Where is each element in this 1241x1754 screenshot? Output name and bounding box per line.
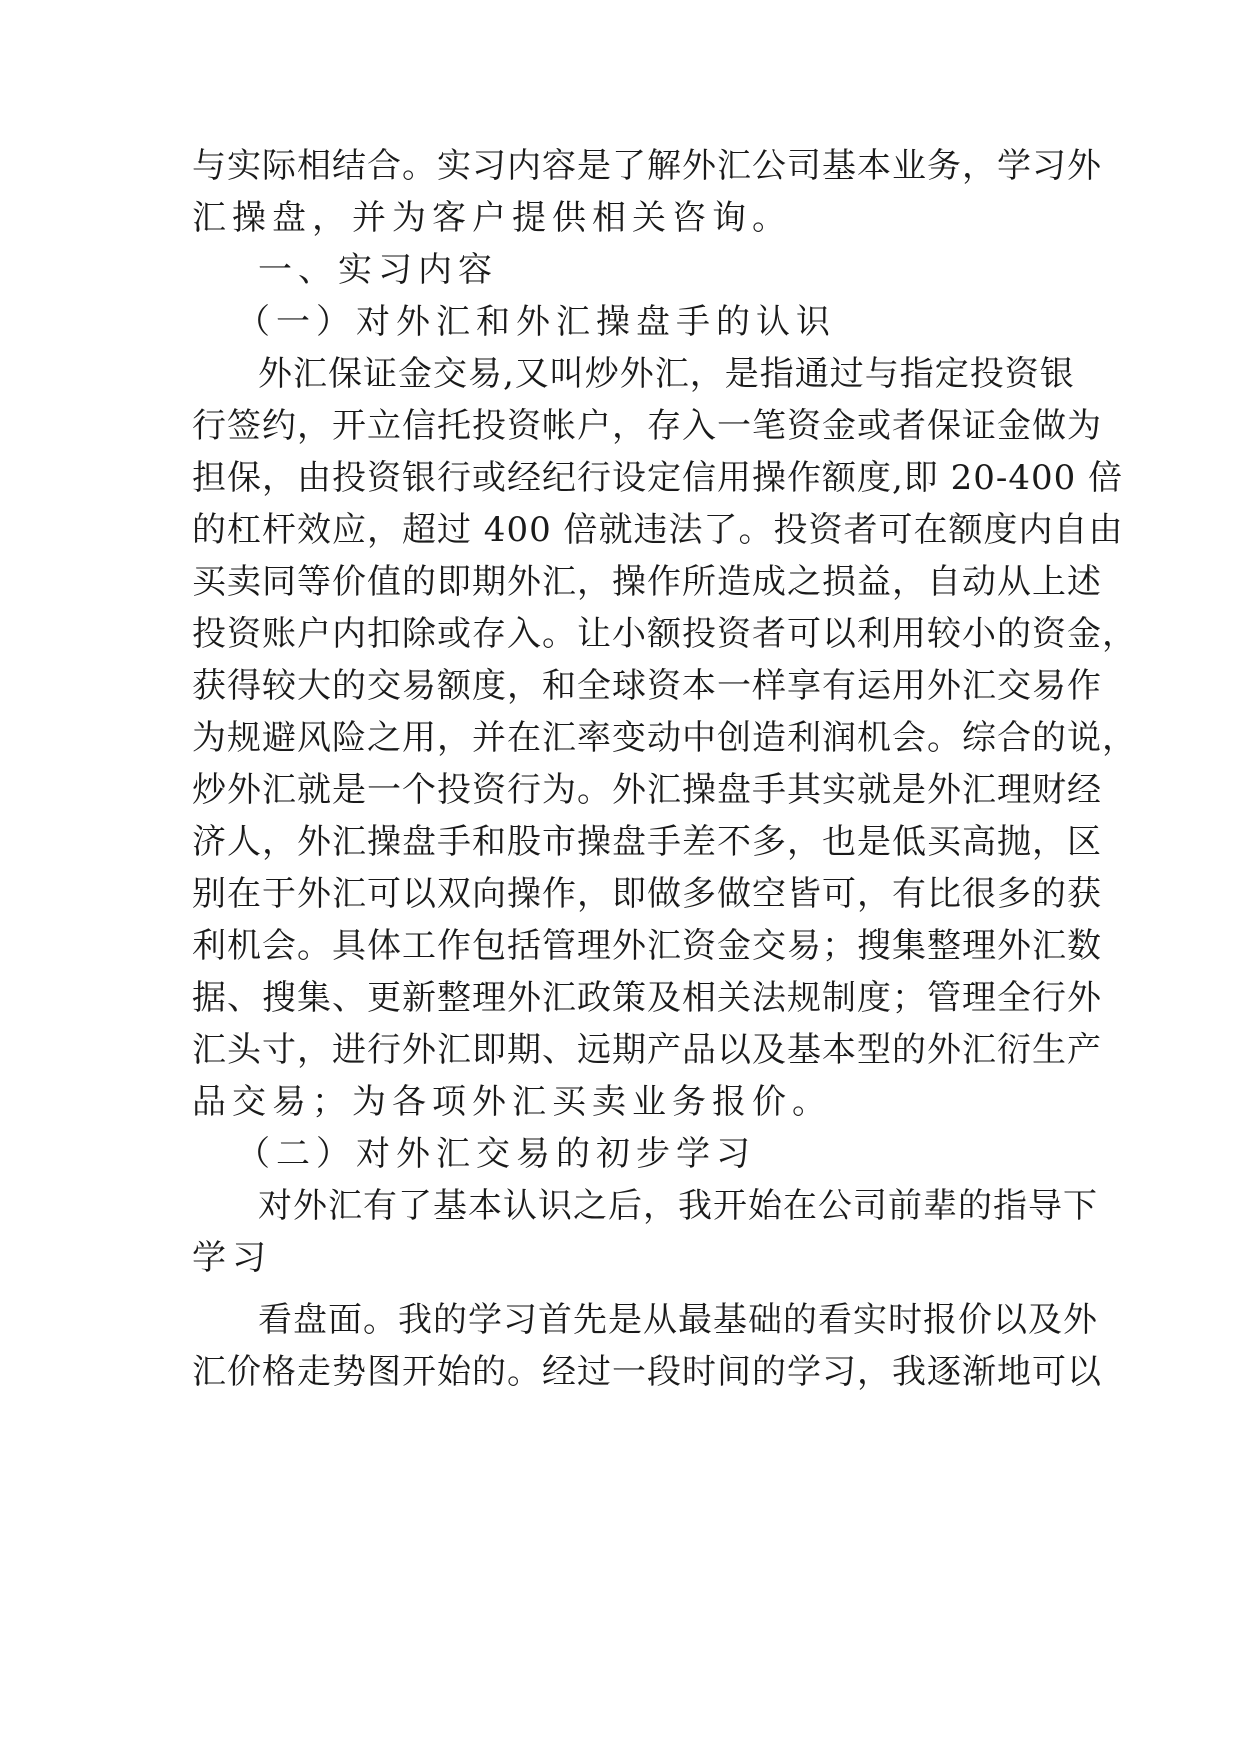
body-text-line: 学习 — [192, 1238, 272, 1278]
body-text-line: 为规避风险之用，并在汇率变动中创造利润机会。综合的说， — [192, 718, 1137, 758]
body-text-line: 看盘面。我的学习首先是从最基础的看实时报价以及外 — [258, 1300, 1098, 1340]
body-text-line: 据、搜集、更新整理外汇政策及相关法规制度；管理全行外 — [192, 978, 1102, 1018]
body-text-line: 汇头寸，进行外汇即期、远期产品以及基本型的外汇衍生产 — [192, 1030, 1102, 1070]
body-text-line: 济人，外汇操盘手和股市操盘手差不多，也是低买高抛，区 — [192, 822, 1102, 862]
body-text-line: 炒外汇就是一个投资行为。外汇操盘手其实就是外汇理财经 — [192, 770, 1102, 810]
subsection-heading: （一）对外汇和外汇操盘手的认识 — [236, 302, 836, 342]
body-text-line: 担保，由投资银行或经纪行设定信用操作额度,即 20-400 倍 — [192, 458, 1124, 498]
body-text-line: 汇操盘，并为客户提供相关咨询。 — [192, 198, 792, 238]
subsection-heading: （二）对外汇交易的初步学习 — [236, 1134, 756, 1174]
body-text-line: 的杠杆效应，超过 400 倍就违法了。投资者可在额度内自由 — [192, 510, 1124, 550]
body-text-line: 对外汇有了基本认识之后，我开始在公司前辈的指导下 — [258, 1186, 1098, 1226]
body-text-line: 投资账户内扣除或存入。让小额投资者可以利用较小的资金， — [192, 614, 1137, 654]
body-text-line: 获得较大的交易额度，和全球资本一样享有运用外汇交易作 — [192, 666, 1102, 706]
body-text-line: 外汇保证金交易,又叫炒外汇，是指通过与指定投资银 — [258, 354, 1075, 394]
section-heading: 一、实习内容 — [258, 250, 498, 290]
body-text-line: 行签约，开立信托投资帐户，存入一笔资金或者保证金做为 — [192, 406, 1102, 446]
body-text-line: 利机会。具体工作包括管理外汇资金交易；搜集整理外汇数 — [192, 926, 1102, 966]
body-text-line: 汇价格走势图开始的。经过一段时间的学习，我逐渐地可以 — [192, 1352, 1102, 1392]
body-text-line: 品交易；为各项外汇买卖业务报价。 — [192, 1082, 832, 1122]
body-text-line: 与实际相结合。实习内容是了解外汇公司基本业务，学习外 — [192, 146, 1102, 186]
body-text-line: 别在于外汇可以双向操作，即做多做空皆可，有比很多的获 — [192, 874, 1102, 914]
body-text-line: 买卖同等价值的即期外汇，操作所造成之损益，自动从上述 — [192, 562, 1102, 602]
